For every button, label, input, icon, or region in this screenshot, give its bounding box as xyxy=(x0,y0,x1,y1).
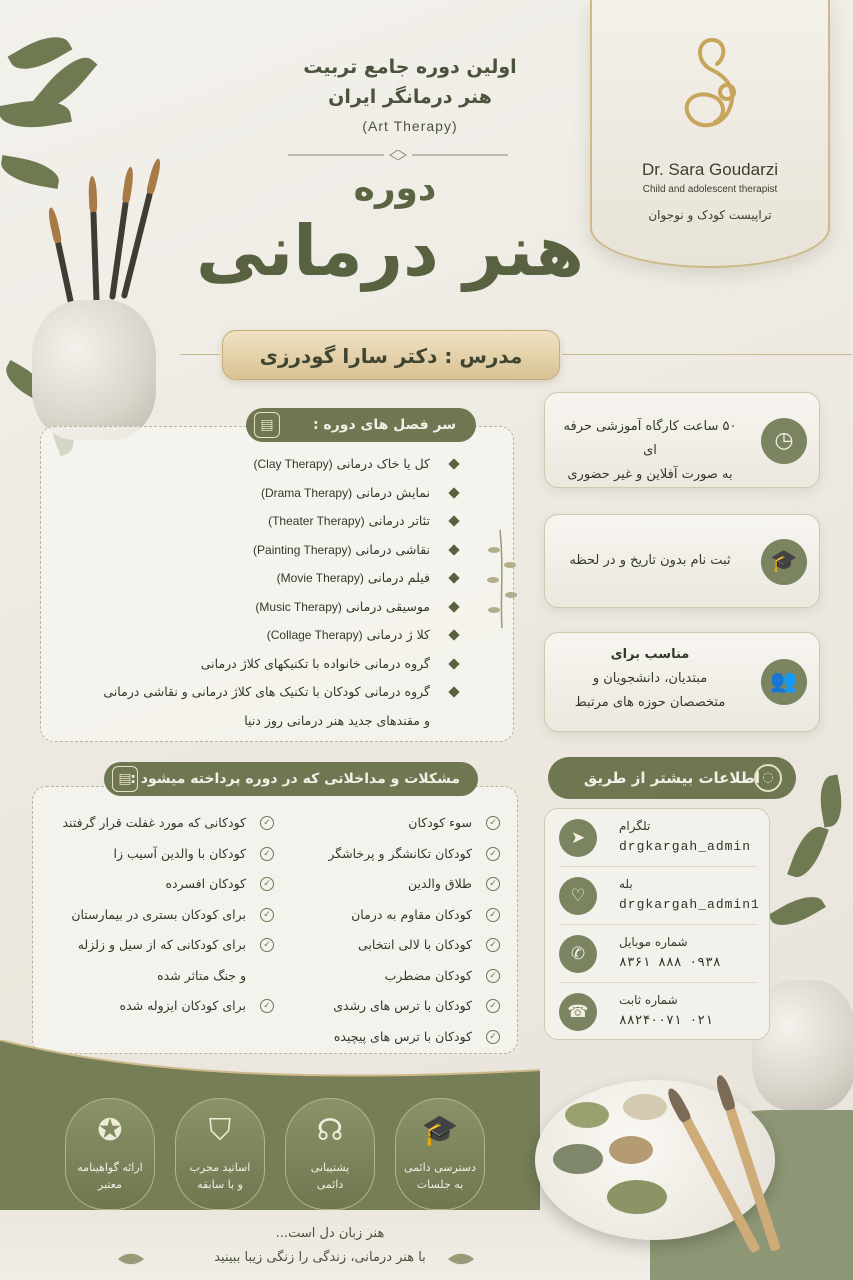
info-card-audience xyxy=(544,632,820,732)
contact-bale[interactable]: ♡ بله drgkargah_admin1 xyxy=(545,867,771,925)
headset-icon: ☊ xyxy=(316,1113,344,1148)
list-item: ✓ برای کودکان بستری در بیمارستان xyxy=(46,900,274,931)
list-item: ✓ کودکان با والدین آسیب زا xyxy=(46,839,274,870)
problems-title: مشکلات و مداخلاتی که در دوره پرداخته میشود : xyxy=(130,771,460,787)
info-card-registration xyxy=(544,514,820,608)
list-item: کل یا خاک درمانی (Clay Therapy) xyxy=(60,450,460,479)
ornament-divider xyxy=(288,150,508,160)
list-item: گروه درمانی خانواده با تکنیکهای کلاژ درمانی xyxy=(60,650,460,679)
footer-slogan: با هنر درمانی، زندگی را زنگی زیبا ببینید xyxy=(214,1250,426,1265)
list-item: نقاشی درمانی (Painting Therapy) xyxy=(60,536,460,565)
syllabus-title: سر فصل های دوره : xyxy=(312,417,456,433)
book-icon: ▤ xyxy=(112,766,138,792)
syllabus-list xyxy=(60,450,460,735)
vase-decoration xyxy=(32,300,156,440)
teacher-line-right xyxy=(562,354,852,355)
leaf-decoration xyxy=(768,888,826,934)
list-item: موسیقی درمانی (Music Therapy) xyxy=(60,593,460,622)
problems-title-pill xyxy=(104,762,478,796)
telegram-icon: ➤ xyxy=(559,819,597,857)
clock-icon: ◷ xyxy=(761,418,807,464)
contact-telegram[interactable]: ➤ تلگرام drgkargah_admin xyxy=(545,809,771,867)
contact-box xyxy=(544,808,770,1040)
main-title: هنر درمانی xyxy=(196,210,584,292)
mobile-phone-icon: ✆ xyxy=(559,935,597,973)
header-line-2: هنر درمانگر ایران xyxy=(328,86,492,108)
list-item: ✓ کودکان با ترس های رشدی xyxy=(270,991,500,1022)
list-item: ✓ کودکان مقاوم به درمان xyxy=(270,900,500,931)
list-item: و مقندهای جدید هنر درمانی روز دنیا xyxy=(244,712,430,728)
list-item: کلا ژ درمانی (Collage Therapy) xyxy=(60,621,460,650)
list-item: ✓ برای کودکان ایزوله شده xyxy=(46,991,274,1022)
info-card-workshop xyxy=(544,392,820,488)
list-item: ✓ کودکان مضطرب xyxy=(270,961,500,992)
users-icon: 👥 xyxy=(761,659,807,705)
list-item: و جنگ متاثر شده xyxy=(157,967,246,983)
contact-title: اطلاعات بیشتر از طریق xyxy=(583,769,761,787)
card-text: ۵۰ ساعت کارگاه آموزشی حرفه ای به صورت آفلاین و غیر حضوری xyxy=(563,419,737,482)
teacher-line-left xyxy=(180,354,220,355)
leaf-ornament-right xyxy=(446,1252,476,1266)
graduation-cap-icon: 🎓 xyxy=(761,539,807,585)
feature-support: ☊ پشتیبانی دائمی xyxy=(285,1098,375,1210)
paintbrush-decoration xyxy=(55,240,75,310)
list-item: ✓ طلاق والدین xyxy=(270,869,500,900)
contact-landline[interactable]: ☎ شماره ثابت ۰۲۱ ۸۸۲۴۰۰۷۱ xyxy=(545,983,771,1041)
list-item: ✓ کودکان با لالی انتخابی xyxy=(270,930,500,961)
graduation-cap-icon: 🎓 xyxy=(421,1113,459,1148)
list-item: ✓ کودکان افسرده xyxy=(46,869,274,900)
footer-tagline: هنر زبان دل است... xyxy=(275,1226,385,1241)
leaf-ornament-left xyxy=(116,1252,146,1266)
logo-subtitle: Child and adolescent therapist xyxy=(642,184,778,195)
header-title xyxy=(270,52,550,112)
list-item: ✓ سوء کودکان xyxy=(270,808,500,839)
list-item: فیلم درمانی (Movie Therapy) xyxy=(60,564,460,593)
certificate-icon: ✪ xyxy=(97,1113,123,1148)
list-item: ✓ برای کودکانی که از سیل و زلزله xyxy=(46,930,274,961)
paintbrush-decoration xyxy=(90,210,99,305)
flower-sprig-decoration xyxy=(482,520,522,630)
course-word: دوره xyxy=(353,168,437,209)
shield-check-icon: ⛉ xyxy=(208,1113,232,1148)
card-text: ثبت نام بدون تاریخ و در لحظه xyxy=(569,553,731,568)
teacher-badge: مدرس : دکتر سارا گودرزی xyxy=(222,330,560,380)
syllabus-title-pill xyxy=(246,408,476,442)
problems-right-column xyxy=(270,808,500,1052)
list-item: گروه درمانی کودکان با تکنیک های کلاژ درمانی و نقاشی درمانی xyxy=(60,678,460,707)
header-line-1: اولین دوره جامع تربیت xyxy=(303,56,517,78)
header-english: (Art Therapy) xyxy=(362,118,458,134)
card-text: مناسب برای مبتدیان، دانشجویان و متخصصان حوزه های مرتبط xyxy=(574,647,726,710)
list-item: ✓ کودکانی که مورد غفلت قرار گرفتند xyxy=(46,808,274,839)
mother-child-logo-icon xyxy=(667,30,757,150)
feature-certificate: ✪ ارائه گواهینامه معتبر xyxy=(65,1098,155,1210)
contact-mobile[interactable]: ✆ شماره موبایل ۰۹۳۸ ۸۸۸ ۸۳۶۱ xyxy=(545,925,771,983)
logo-name: Dr. Sara Goudarzi xyxy=(641,160,779,179)
leaf-decoration xyxy=(816,774,846,827)
list-item: تئاتر درمانی (Theater Therapy) xyxy=(60,507,460,536)
contact-title-pill xyxy=(548,757,796,799)
list-item: نمایش درمانی (Drama Therapy) xyxy=(60,479,460,508)
book-icon: ▤ xyxy=(254,412,280,438)
problems-left-column xyxy=(46,808,274,1022)
list-item: ✓ کودکان تکانشگر و پرخاشگر xyxy=(270,839,500,870)
bale-icon: ♡ xyxy=(559,877,597,915)
feature-teachers: ⛉ اساتید مجرب و با سابقه xyxy=(175,1098,265,1210)
logo-persian-subtitle: تراپیست کودک و نوجوان xyxy=(648,208,772,222)
logo-card xyxy=(590,0,830,268)
feature-access: 🎓 دسترسی دائمی به جلسات xyxy=(395,1098,485,1210)
leaf-decoration xyxy=(787,822,829,883)
list-item: ✓ کودکان با ترس های پیچیده xyxy=(270,1022,500,1053)
landline-phone-icon: ☎ xyxy=(559,993,597,1031)
chat-bubble-icon: ◌ xyxy=(754,764,782,792)
leaf-decoration xyxy=(0,155,62,189)
